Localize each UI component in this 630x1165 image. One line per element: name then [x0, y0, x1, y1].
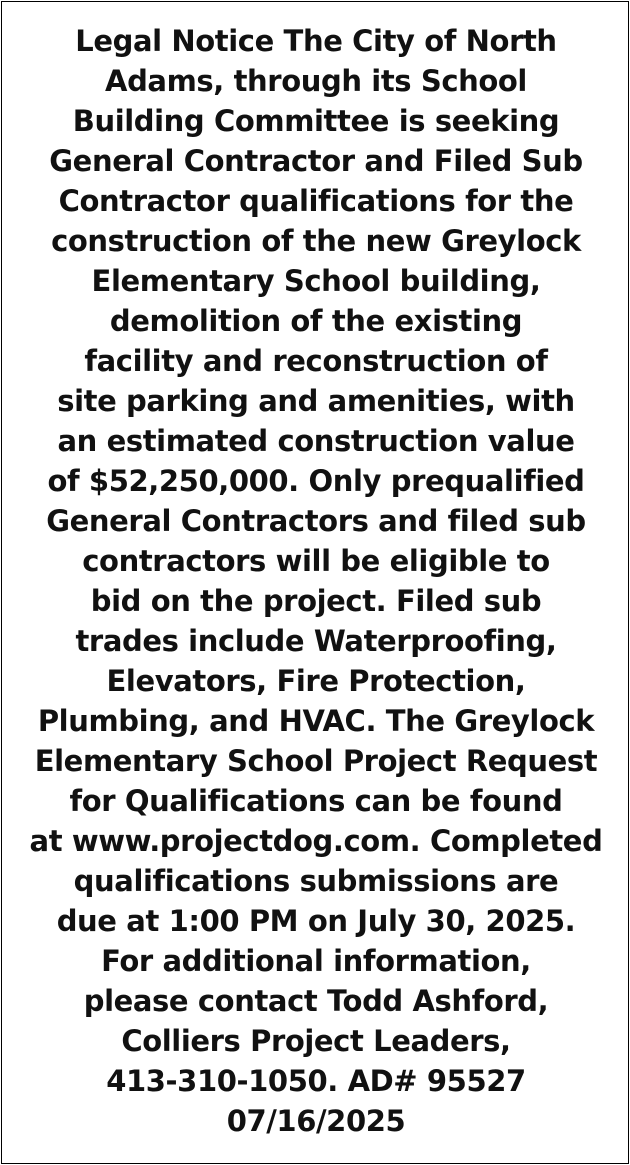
notice-line: bid on the project. Filed sub: [90, 584, 542, 618]
notice-line: Adams, through its School: [105, 64, 527, 98]
notice-line-contact: please contact Todd Ashford,: [83, 984, 549, 1018]
notice-line: facility and reconstruction of: [84, 344, 548, 378]
notice-line: General Contractor and Filed Sub: [49, 144, 583, 178]
notice-line: Elementary School building,: [91, 264, 541, 298]
notice-line: contractors will be eligible to: [82, 544, 550, 578]
notice-line-publish-date: 07/16/2025: [226, 1104, 406, 1138]
notice-line: construction of the new Greylock: [51, 224, 581, 258]
notice-line: General Contractors and filed sub: [46, 504, 586, 538]
notice-line: demolition of the existing: [109, 304, 523, 338]
notice-line: Elevators, Fire Protection,: [106, 664, 526, 698]
notice-line: Colliers Project Leaders,: [121, 1024, 511, 1058]
notice-line: qualifications submissions are: [73, 864, 559, 898]
notice-line: an estimated construction value: [57, 424, 575, 458]
notice-line: For additional information,: [101, 944, 531, 978]
notice-line-website[interactable]: at www.projectdog.com. Completed: [29, 824, 603, 858]
notice-line: Contractor qualifications for the: [58, 184, 574, 218]
notice-line: Legal Notice The City of North: [75, 24, 557, 58]
notice-line: Plumbing, and HVAC. The Greylock: [37, 704, 595, 738]
notice-line: Elementary School Project Request: [34, 744, 598, 778]
legal-notice-frame: [1, 1, 629, 1164]
notice-line: site parking and amenities, with: [57, 384, 575, 418]
notice-line: for Qualifications can be found: [69, 784, 563, 818]
notice-line: trades include Waterproofing,: [75, 624, 557, 658]
legal-notice-text: [2, 21, 630, 1141]
notice-line-phone-ad-number: 413-310-1050. AD# 95527: [106, 1064, 526, 1098]
notice-line-due-date: due at 1:00 PM on July 30, 2025.: [56, 904, 576, 938]
notice-line: Building Committee is seeking: [72, 104, 560, 138]
notice-line: of $52,250,000. Only prequalified: [47, 464, 585, 498]
